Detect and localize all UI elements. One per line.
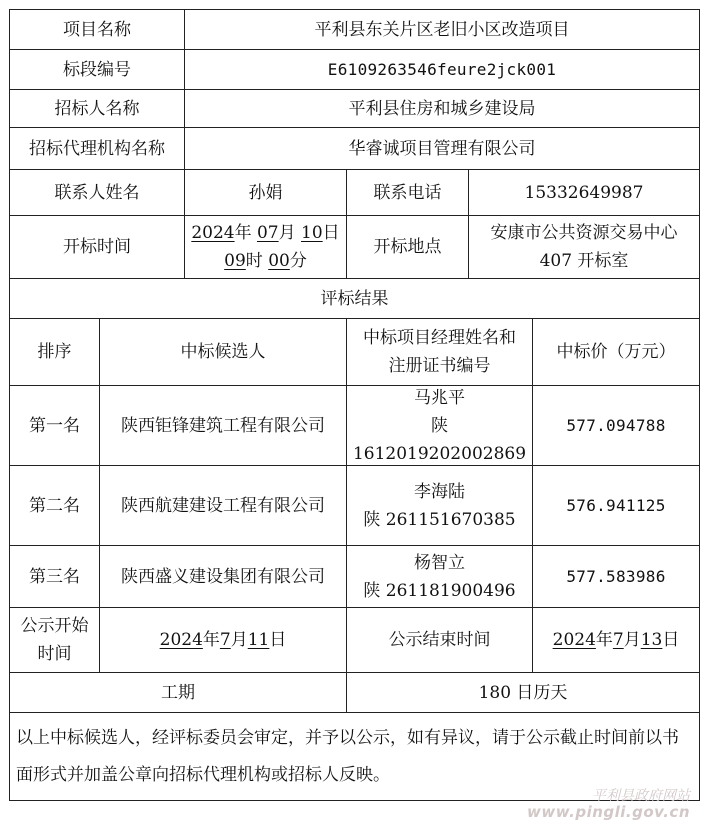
row1-rank: 第一名 bbox=[10, 386, 100, 466]
bid-place-label: 开标地点 bbox=[347, 216, 469, 279]
row3-price: 577.583986 bbox=[533, 546, 700, 608]
duration-value: 180 日历天 bbox=[347, 673, 700, 713]
watermark-url: www.pingli.gov.cn bbox=[527, 803, 690, 821]
row1-manager bbox=[347, 386, 533, 466]
publicity-start-label-line2: 时间 bbox=[37, 644, 72, 664]
bid-open-year: 2024 bbox=[191, 223, 235, 243]
section-no-label: 标段编号 bbox=[10, 50, 185, 90]
day-unit: 日 bbox=[322, 223, 340, 243]
column-price: 中标价（万元） bbox=[533, 319, 700, 386]
minute-unit: 分 bbox=[289, 251, 307, 271]
month-unit: 月 bbox=[623, 630, 641, 650]
bid-place-value bbox=[469, 216, 700, 279]
row3-manager-name: 杨智立 bbox=[413, 552, 465, 573]
row2-manager-cert: 陕 261151670385 bbox=[363, 509, 516, 530]
bid-open-day: 10 bbox=[301, 223, 323, 243]
bid-open-minute: 00 bbox=[268, 251, 290, 271]
year-unit: 年 bbox=[595, 630, 613, 650]
watermark-site-name: 平利县政府网站 bbox=[592, 788, 690, 804]
results-section-title: 评标结果 bbox=[10, 279, 700, 319]
row2-rank: 第二名 bbox=[10, 466, 100, 546]
publicity-end-day: 13 bbox=[640, 630, 663, 650]
year-unit: 年 bbox=[202, 630, 220, 650]
project-name-value: 平利县东关片区老旧小区改造项目 bbox=[185, 10, 700, 50]
row2-manager-name: 李海陆 bbox=[413, 481, 465, 502]
bid-open-hour: 09 bbox=[224, 251, 246, 271]
bid-open-month: 07 bbox=[256, 223, 279, 243]
publicity-end-value bbox=[533, 608, 700, 673]
row1-price: 577.094788 bbox=[533, 386, 700, 466]
publicity-start-day: 11 bbox=[247, 630, 270, 650]
duration-label: 工期 bbox=[10, 673, 347, 713]
hour-unit: 时 bbox=[245, 251, 263, 271]
column-candidate: 中标候选人 bbox=[100, 319, 347, 386]
row3-candidate: 陕西盛义建设集团有限公司 bbox=[100, 546, 347, 608]
year-unit: 年 bbox=[234, 223, 252, 243]
column-manager bbox=[347, 319, 533, 386]
bid-open-time-value bbox=[185, 216, 347, 279]
publicity-start-month: 7 bbox=[219, 630, 231, 650]
row3-manager-cert: 陕 261181900496 bbox=[363, 580, 516, 601]
bid-open-time-label: 开标时间 bbox=[10, 216, 185, 279]
publicity-start-label bbox=[10, 608, 100, 673]
column-manager-line1: 中标项目经理姓名和 bbox=[363, 328, 516, 348]
row1-candidate: 陕西钜锋建筑工程有限公司 bbox=[100, 386, 347, 466]
project-name-label: 项目名称 bbox=[10, 10, 185, 50]
row3-rank: 第三名 bbox=[10, 546, 100, 608]
agency-label: 招标代理机构名称 bbox=[10, 128, 185, 170]
row2-manager bbox=[347, 466, 533, 546]
phone-value: 15332649987 bbox=[469, 170, 700, 216]
row2-candidate: 陕西航建建设工程有限公司 bbox=[100, 466, 347, 546]
month-unit: 月 bbox=[230, 630, 248, 650]
tenderer-value: 平利县住房和城乡建设局 bbox=[185, 90, 700, 128]
phone-label: 联系电话 bbox=[347, 170, 469, 216]
row1-manager-name: 马兆平 bbox=[414, 387, 465, 408]
row1-manager-cert: 陕 1612019202002869 bbox=[352, 415, 527, 464]
month-unit: 月 bbox=[278, 223, 296, 243]
bid-place-line2: 407 开标室 bbox=[539, 251, 629, 271]
tenderer-label: 招标人名称 bbox=[10, 90, 185, 128]
row3-manager bbox=[347, 546, 533, 608]
publicity-end-year: 2024 bbox=[552, 630, 596, 650]
publicity-end-label: 公示结束时间 bbox=[347, 608, 533, 673]
contact-label: 联系人姓名 bbox=[10, 170, 185, 216]
row2-price: 576.941125 bbox=[533, 466, 700, 546]
publicity-start-value bbox=[100, 608, 347, 673]
contact-value: 孙娟 bbox=[185, 170, 347, 216]
agency-value: 华睿诚项目管理有限公司 bbox=[185, 128, 700, 170]
bid-result-table bbox=[9, 9, 700, 801]
section-no-value: E6109263546feure2jck001 bbox=[185, 50, 700, 90]
day-unit: 日 bbox=[269, 630, 287, 650]
publicity-start-year: 2024 bbox=[159, 630, 203, 650]
site-watermark bbox=[527, 788, 690, 820]
day-unit: 日 bbox=[662, 630, 680, 650]
bid-place-line1: 安康市公共资源交易中心 bbox=[490, 223, 678, 243]
publicity-note: 以上中标候选人，经评标委员会审定，并予以公示，如有异议，请于公示截止时间前以书面形式并加盖公章向招标代理机构或招标人反映。 bbox=[10, 713, 700, 801]
column-manager-line2: 注册证书编号 bbox=[388, 356, 491, 376]
publicity-end-month: 7 bbox=[612, 630, 624, 650]
column-rank: 排序 bbox=[10, 319, 100, 386]
publicity-start-label-line1: 公示开始 bbox=[20, 616, 89, 636]
